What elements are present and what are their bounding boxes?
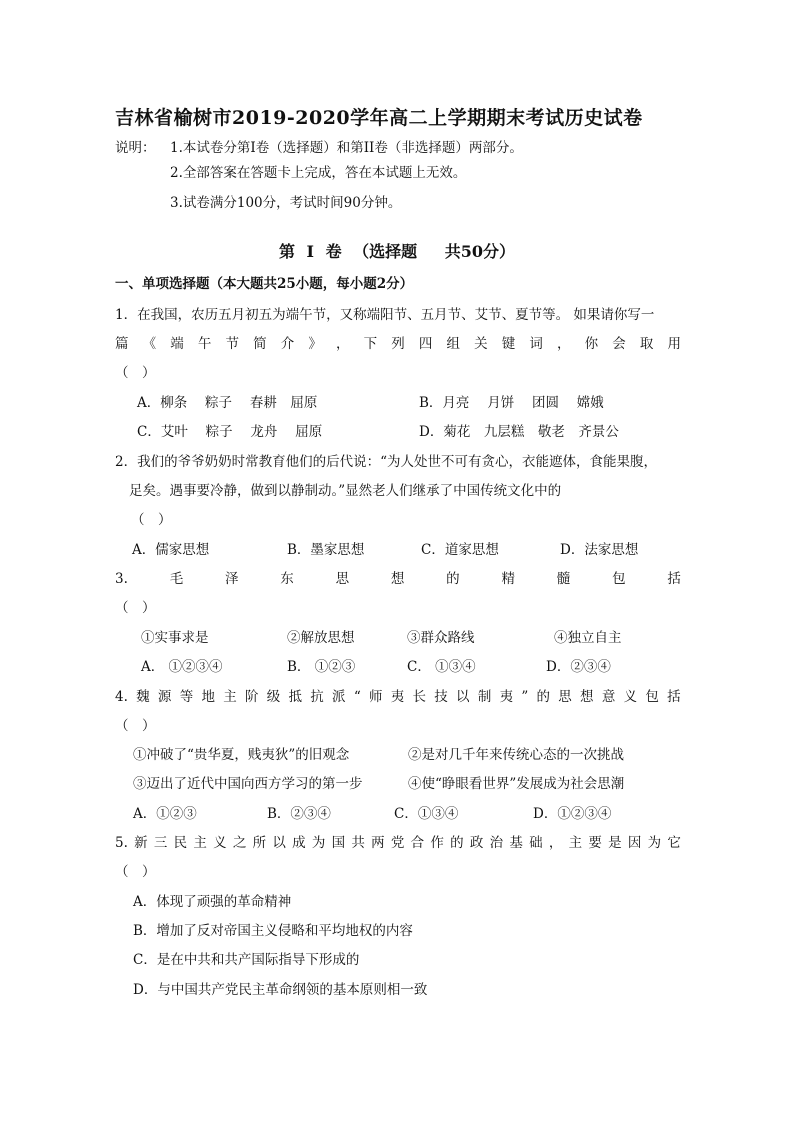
text-char: 因 xyxy=(627,835,642,851)
text-char: 主 xyxy=(193,835,207,851)
text-char: 会 xyxy=(612,336,626,352)
text-char: 共 xyxy=(351,835,365,851)
text-char: ” xyxy=(521,689,529,705)
text-char: 4. xyxy=(115,689,128,705)
question-1-option-c: C．艾叶 粽子 龙舟 屈原 xyxy=(137,424,323,440)
question-5-option-a: A．体现了顽强的革命精神 xyxy=(133,894,292,910)
text-char: 源 xyxy=(157,689,172,705)
text-char: 为 xyxy=(311,835,326,851)
text-char: 民 xyxy=(173,835,188,851)
text-char: 夷 xyxy=(499,689,514,705)
text-char: 义 xyxy=(623,689,638,705)
text-char: 的 xyxy=(450,835,464,851)
question-3-item-1: ①实事求是 xyxy=(141,630,209,646)
text-char: 你 xyxy=(584,336,599,352)
text-char: 的 xyxy=(446,571,460,587)
note-item-1: 1.本试卷分第I卷（选择题）和第II卷（非选择题）两部分。 xyxy=(170,140,523,156)
text-char: 意 xyxy=(601,689,616,705)
question-4-option-c: C．①③④ xyxy=(394,806,459,822)
text-char: 包 xyxy=(612,571,626,587)
text-char: 技 xyxy=(434,689,448,705)
text-char: 抵 xyxy=(288,689,303,705)
question-2-paren: （ ） xyxy=(131,512,172,528)
question-2-option-d: D．法家思想 xyxy=(560,542,639,558)
text-char: 之 xyxy=(232,835,247,851)
question-4-item-1: ①冲破了“贵华夏，贱夷狄”的旧观念 xyxy=(133,747,350,763)
text-char: 关 xyxy=(474,336,488,352)
text-char: 东 xyxy=(280,571,294,587)
question-4-item-2: ②是对几千年来传统心态的一次挑战 xyxy=(408,747,624,763)
text-char: 午 xyxy=(197,336,212,352)
text-char: 键 xyxy=(501,336,516,352)
question-1-line-2 xyxy=(115,335,681,353)
text-char: 括 xyxy=(667,689,681,705)
text-char: 包 xyxy=(645,689,659,705)
question-2-option-c: C．道家思想 xyxy=(421,542,499,558)
question-1-option-a: A．柳条 粽子 春耕 屈原 xyxy=(137,395,318,411)
text-char: 思 xyxy=(335,571,350,587)
question-5-paren: （ ） xyxy=(115,864,156,880)
part-heading: 一、单项选择题（本大题共25小题，每小题2分） xyxy=(115,276,414,292)
question-3-line-1 xyxy=(115,570,681,588)
text-char: 是 xyxy=(608,835,622,851)
question-4-option-a: A．①②③ xyxy=(133,806,197,822)
note-item-2: 2.全部答案在答题卡上完成，答在本试题上无效。 xyxy=(170,165,467,181)
text-char: ， xyxy=(557,336,571,352)
text-char: 篇 xyxy=(115,336,129,352)
text-char: 取 xyxy=(639,336,654,352)
question-1-paren: （ ） xyxy=(115,365,156,381)
text-char: 魏 xyxy=(136,689,150,705)
question-4-item-3: ③迈出了近代中国向西方学习的第一步 xyxy=(133,776,363,792)
question-4-paren: （ ） xyxy=(115,718,156,734)
text-char: 泽 xyxy=(224,571,239,587)
text-char: 长 xyxy=(412,689,427,705)
text-char: 括 xyxy=(667,571,681,587)
question-3-paren: （ ） xyxy=(115,600,156,616)
text-char: 党 xyxy=(390,835,405,851)
text-char: 词 xyxy=(529,336,543,352)
text-char: 为 xyxy=(647,835,662,851)
text-char: 5. xyxy=(115,835,128,851)
text-char: 作 xyxy=(430,835,444,851)
text-char: 义 xyxy=(213,835,227,851)
text-char: 要 xyxy=(588,835,602,851)
question-2-line-2: 足矣。遇事要冷静，做到以静制动。”显然老人们继承了中国传统文化中的 xyxy=(129,483,562,499)
text-char: 成 xyxy=(292,835,306,851)
text-char: 主 xyxy=(568,835,583,851)
question-4-line-1 xyxy=(115,688,681,706)
text-char: 夷 xyxy=(390,689,405,705)
text-char: 师 xyxy=(368,689,383,705)
text-char: 》 xyxy=(308,336,322,352)
text-char: “ xyxy=(353,689,361,705)
text-char: 下 xyxy=(363,336,378,352)
question-4-item-4: ④使“睁眼看世界”发展成为社会思潮 xyxy=(408,776,625,792)
text-char: 以 xyxy=(272,835,286,851)
question-3-option-c: C． ①③④ xyxy=(407,659,476,675)
note-item-3: 3.试卷满分100分，考试时间90分钟。 xyxy=(170,195,402,211)
question-4-option-b: B．②③④ xyxy=(267,806,331,822)
text-char: 髓 xyxy=(556,571,571,587)
text-char: 《 xyxy=(142,336,157,352)
text-char: 合 xyxy=(410,835,425,851)
text-char: 毛 xyxy=(169,571,184,587)
text-char: 用 xyxy=(667,336,681,352)
text-char: ， xyxy=(336,336,350,352)
text-char: 阶 xyxy=(244,689,259,705)
text-char: 想 xyxy=(580,689,594,705)
question-3-item-2: ②解放思想 xyxy=(287,630,355,646)
text-char: 治 xyxy=(489,835,504,851)
text-char: 端 xyxy=(170,336,184,352)
text-char: 简 xyxy=(253,336,267,352)
question-1-line-1: 1．在我国，农历五月初五为端午节，又称端阳节、五月节、艾节、夏节等。 如果请你写一 xyxy=(115,307,655,323)
section-title: 第 I 卷 （选择题 共50分） xyxy=(278,242,516,261)
text-char: 它 xyxy=(667,835,681,851)
exam-title: 吉林省榆树市2019-2020学年高二上学期期末考试历史试卷 xyxy=(115,107,643,129)
text-char: 三 xyxy=(153,835,168,851)
text-char: 介 xyxy=(280,336,295,352)
text-char: 新 xyxy=(134,835,148,851)
text-char: 以 xyxy=(456,689,470,705)
text-char: 派 xyxy=(332,689,346,705)
text-char: ， xyxy=(548,835,563,851)
text-char: 主 xyxy=(223,689,237,705)
question-3-item-3: ③群众路线 xyxy=(407,630,475,646)
question-5-option-b: B．增加了反对帝国主义侵略和平均地权的内容 xyxy=(133,923,413,939)
text-char: 基 xyxy=(509,835,523,851)
question-5-line-1 xyxy=(115,834,681,852)
text-char: 国 xyxy=(331,835,346,851)
text-char: 等 xyxy=(179,689,194,705)
text-char: 政 xyxy=(469,835,484,851)
text-char: 四 xyxy=(418,336,433,352)
question-2-line-1: 2．我们的爷爷奶奶时常教育他们的后代说：“为人处世不可有贪心，衣能遮体，食能果腹， xyxy=(115,454,657,470)
text-char: 的 xyxy=(536,689,551,705)
text-char: 级 xyxy=(266,689,281,705)
text-char: 础 xyxy=(529,835,543,851)
text-char: 节 xyxy=(225,336,239,352)
question-3-option-b: B． ①②③ xyxy=(287,659,356,675)
question-4-option-d: D．①②③④ xyxy=(533,806,612,822)
text-char: 3. xyxy=(115,571,128,587)
question-3-option-d: D．②③④ xyxy=(546,659,611,675)
question-2-option-a: A．儒家思想 xyxy=(132,542,210,558)
text-char: 组 xyxy=(446,336,460,352)
question-3-option-a: A． ①②③④ xyxy=(141,659,223,675)
question-2-option-b: B．墨家思想 xyxy=(287,542,365,558)
text-char: 精 xyxy=(501,571,515,587)
question-5-option-c: C．是在中共和共产国际指导下形成的 xyxy=(133,952,360,968)
text-char: 思 xyxy=(558,689,572,705)
question-5-option-d: D．与中国共产党民主革命纲领的基本原则相一致 xyxy=(133,982,428,998)
text-char: 两 xyxy=(371,835,385,851)
text-char: 想 xyxy=(390,571,405,587)
text-char: 所 xyxy=(252,835,267,851)
question-1-option-d: D．菊花 九层糕 敬老 齐景公 xyxy=(419,424,619,440)
text-char: 地 xyxy=(201,689,215,705)
text-char: 列 xyxy=(391,336,405,352)
text-char: 制 xyxy=(477,689,492,705)
text-char: 抗 xyxy=(310,689,324,705)
question-1-option-b: B．月亮 月饼 团圆 嫦娥 xyxy=(419,395,604,411)
question-3-item-4: ④独立自主 xyxy=(554,630,622,646)
notes-label: 说明： xyxy=(115,140,156,156)
